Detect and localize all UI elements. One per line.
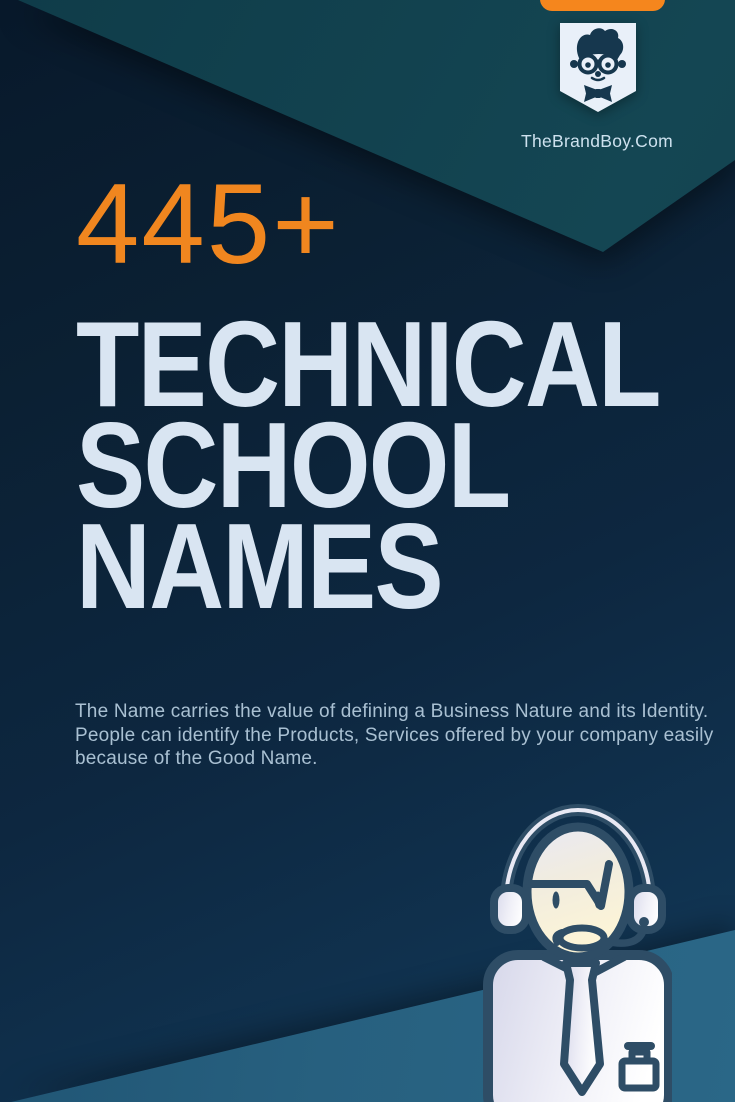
title-line-2: SCHOOL <box>76 397 510 533</box>
title-line-3: NAMES <box>76 498 443 634</box>
page-title <box>76 296 735 634</box>
count-headline: 445+ <box>76 161 341 288</box>
support-agent-illustration <box>472 796 672 1102</box>
title-line-1: TECHNICAL <box>76 296 660 432</box>
description-line-3: because of the Good Name. <box>75 748 318 769</box>
description-text <box>75 700 713 771</box>
cta-button[interactable] <box>540 0 665 11</box>
description-line-2: People can identify the Products, Services offered by your company easily <box>75 724 714 746</box>
brandboy-shield-logo <box>559 22 637 114</box>
description-line-1: The Name carries the value of defining a Business Nature and its Identity. <box>75 701 709 722</box>
brandboy-logo-icon <box>559 22 637 114</box>
site-name: TheBrandBoy.Com <box>520 131 674 151</box>
